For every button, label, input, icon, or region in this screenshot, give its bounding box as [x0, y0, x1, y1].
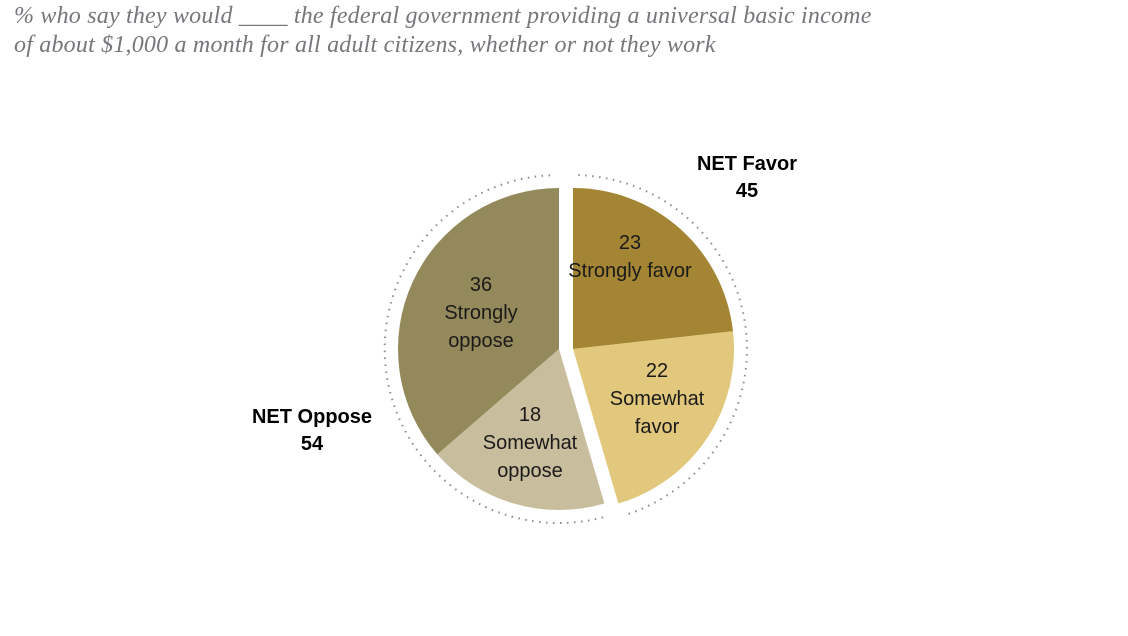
chart-title-line2: of about $1,000 a month for all adult citizens, whether or not they work: [14, 32, 716, 58]
slice-label-somewhat-oppose: [465, 401, 595, 485]
slice-value: 23: [618, 232, 642, 254]
slice-value: 22: [645, 360, 669, 382]
slice-label-strongly-oppose: [416, 271, 546, 355]
net-oppose-label: [237, 404, 387, 458]
net-favor-label: [672, 151, 822, 205]
slice-label-somewhat-favor: [592, 357, 722, 441]
slice-name: Somewhat oppose: [482, 432, 578, 482]
slice-name: Somewhat favor: [609, 388, 705, 438]
net-oppose-value: 54: [300, 433, 324, 455]
net-favor-value: 45: [735, 180, 759, 202]
net-favor-text: NET Favor: [696, 153, 798, 175]
slice-value: 18: [518, 404, 542, 426]
slice-value: 36: [469, 274, 493, 296]
slice-name: Strongly oppose: [444, 302, 518, 352]
slice-label-strongly-favor: [565, 229, 695, 285]
net-oppose-text: NET Oppose: [251, 406, 372, 428]
slice-name: Strongly favor: [568, 260, 692, 282]
chart-title-line1: % who say they would ____ the federal government providing a universal basic income: [14, 3, 872, 29]
